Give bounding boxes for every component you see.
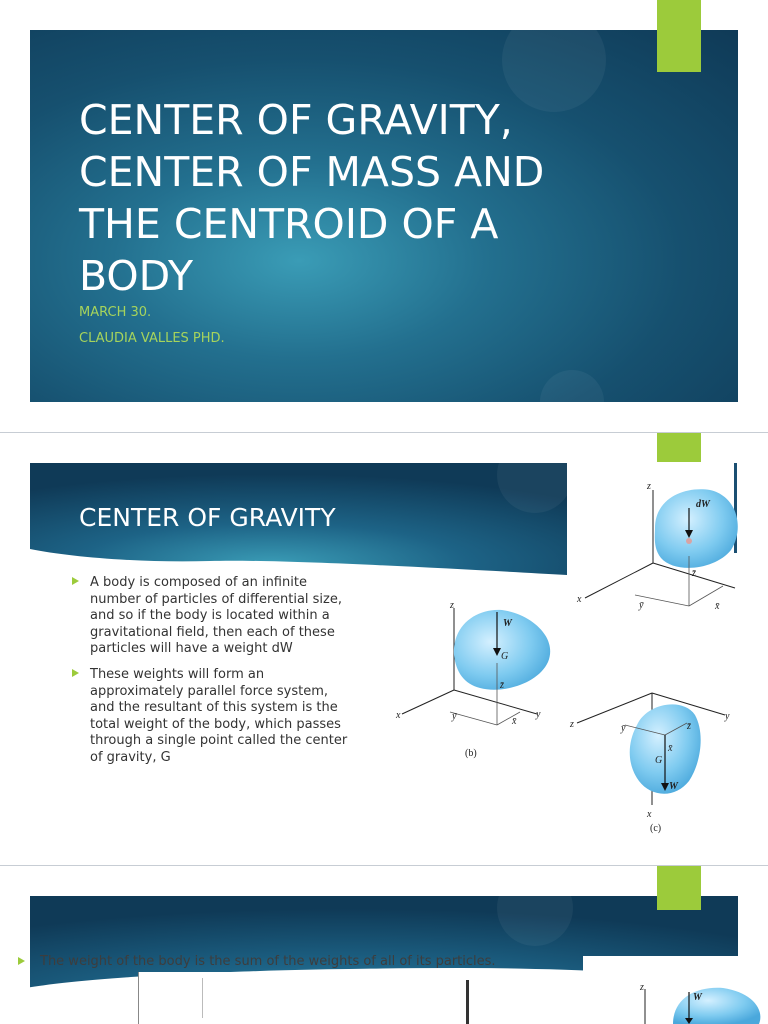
label-xbar: x̄ <box>668 743 673 754</box>
label-z: z <box>450 600 454 611</box>
body-diagram-b <box>392 600 552 762</box>
label-ybar: ȳ <box>639 600 644 611</box>
accent-tab <box>657 433 701 462</box>
bullet-text: The weight of the body is the sum of the weights of all of its particles. <box>40 954 496 969</box>
center-of-gravity-slide <box>0 433 768 865</box>
figure-panel <box>138 972 506 1024</box>
accent-tab <box>657 0 701 72</box>
bullet-item <box>72 667 352 767</box>
label-w: W <box>503 618 512 629</box>
figure-caption: (c) <box>650 823 662 834</box>
bullet-item <box>72 575 352 658</box>
body-diagram-dw <box>575 478 740 613</box>
bullet-arrow-icon <box>18 957 25 965</box>
bullet-arrow-icon <box>72 669 79 677</box>
body-diagram-partial <box>583 954 768 1024</box>
label-y: y <box>725 711 730 722</box>
label-dw: dW <box>696 499 710 510</box>
label-z: z <box>640 982 644 993</box>
particle-dot <box>686 538 692 544</box>
figure-caption: (b) <box>465 748 477 759</box>
slide-author: CLAUDIA VALLES PHD. <box>79 331 225 346</box>
label-x: x <box>577 594 582 605</box>
label-zbar: z̄ <box>692 568 696 579</box>
weight-sum-slide <box>0 866 768 1024</box>
label-y: y <box>536 709 541 720</box>
label-zbar: z̄ <box>500 680 504 691</box>
label-ybar: ȳ <box>621 723 626 734</box>
bullet-list <box>72 575 352 776</box>
title-slide <box>0 0 768 432</box>
label-ybar: ȳ <box>452 711 457 722</box>
label-g: G <box>655 755 663 766</box>
label-z: z <box>570 719 574 730</box>
label-xbar: x̄ <box>715 601 720 612</box>
label-z: z <box>647 481 651 492</box>
slide-title: CENTER OF GRAVITY <box>79 503 336 532</box>
body-diagram-c <box>565 685 740 835</box>
slide-date: MARCH 30. <box>79 305 152 320</box>
slide-title: CENTER OF GRAVITY, CENTER OF MASS AND THE CENTROID OF A BODY <box>79 96 545 300</box>
label-w: W <box>669 781 678 792</box>
bullet-text: A body is composed of an infinite number of particles of differential size, and so if the body is located within a gravitational field, then each of these particles will have a weight dW <box>90 575 343 657</box>
projection-line <box>497 712 520 725</box>
label-x: x <box>647 809 652 820</box>
label-zbar: z̄ <box>687 721 691 732</box>
decorative-bubble <box>540 370 604 432</box>
y-axis <box>454 690 537 714</box>
bullet-text: These weights will form an approximately parallel force system, and the resultant of this system is the total weight of the body, which passes through a single point called the center of gravity, G <box>90 666 348 765</box>
accent-tab <box>657 866 701 910</box>
label-x: x <box>396 710 401 721</box>
x-axis <box>402 690 454 714</box>
x-axis <box>585 563 653 598</box>
z-axis <box>577 693 652 723</box>
projection-line <box>450 712 497 725</box>
label-g: G <box>501 651 509 662</box>
bullet-arrow-icon <box>72 577 79 585</box>
label-w: W <box>693 992 702 1003</box>
label-xbar: x̄ <box>512 716 517 727</box>
